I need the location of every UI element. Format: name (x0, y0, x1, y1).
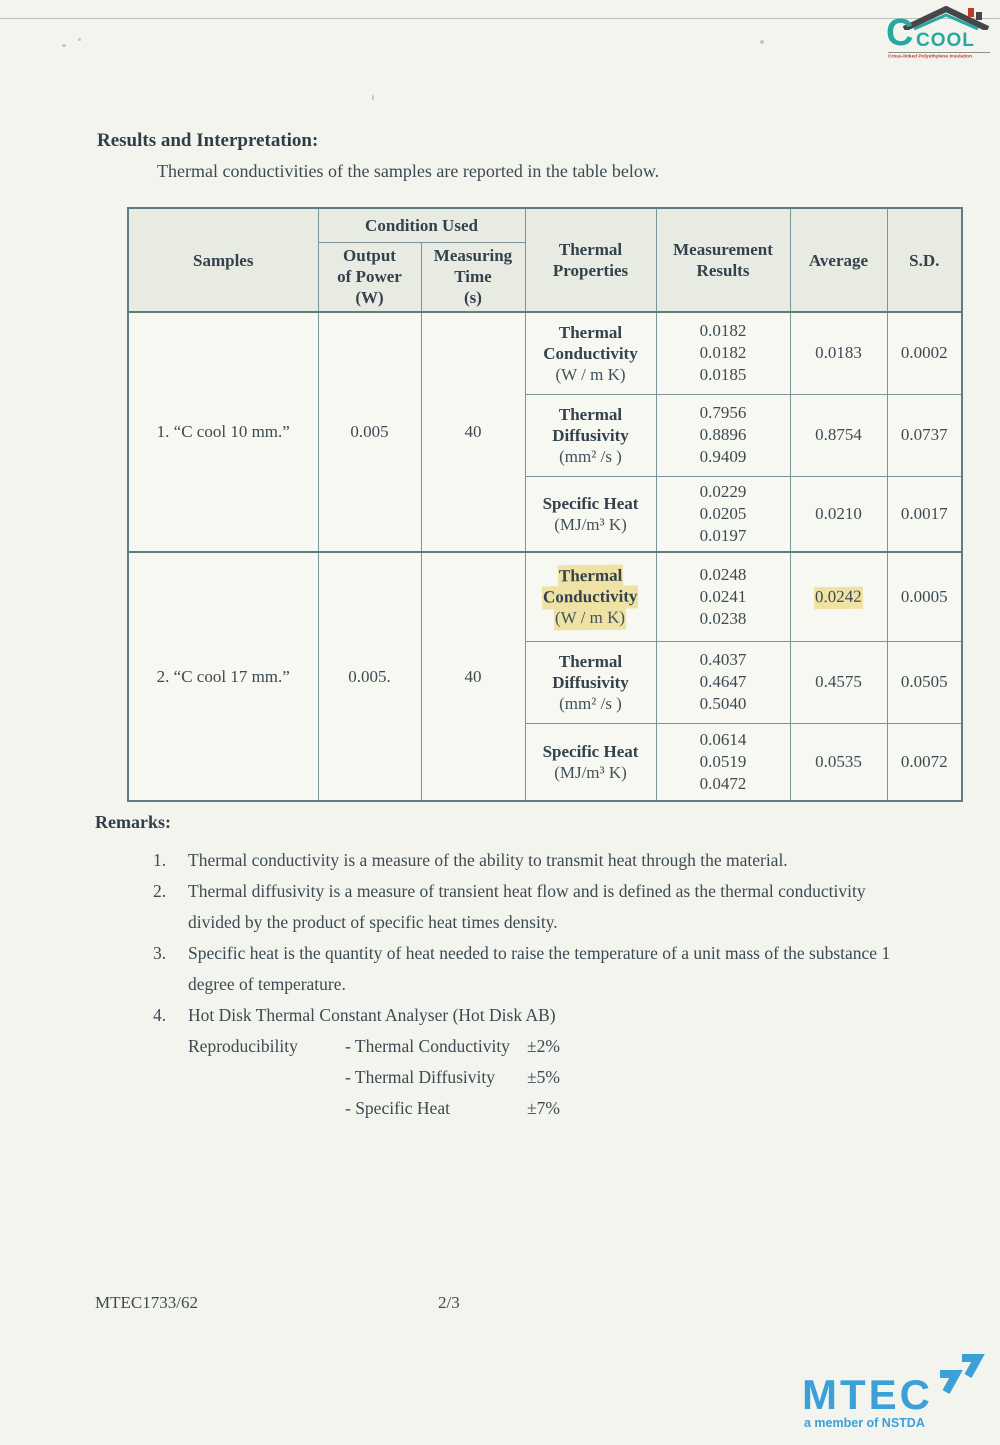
ccool-logo-cool: COOL (916, 30, 975, 51)
property-label: Specific Heat (MJ/m³ K) (525, 476, 656, 552)
remark-number: 4. (153, 1005, 167, 1025)
ccool-logo-c: C (886, 12, 914, 54)
reproducibility-value: ±5% (527, 1067, 560, 1087)
property-label: Thermal Conductivity (W / m K) (525, 312, 656, 394)
col-header-measuring-time: Measuring Time (s) (421, 242, 525, 312)
sd-value: 0.0505 (887, 641, 962, 723)
document-number: MTEC1733/62 (95, 1293, 198, 1312)
reproducibility-row (95, 1062, 985, 1093)
reproducibility-value: ±2% (527, 1036, 560, 1056)
reproducibility-name: - Specific Heat (345, 1098, 450, 1118)
table-row (128, 312, 962, 394)
reproducibility-row (95, 1093, 985, 1124)
sd-value: 0.0002 (887, 312, 962, 394)
remark-item (95, 1000, 985, 1031)
measurement-results: 0.0182 0.0182 0.0185 (656, 312, 790, 394)
measuring-time-value: 40 (421, 552, 525, 801)
measurement-results: 0.0614 0.0519 0.0472 (656, 723, 790, 801)
reproducibility-name: - Thermal Conductivity (345, 1036, 510, 1056)
remark-text: Specific heat is the quantity of heat needed to raise the temperature of a unit mass of the substance 1 degree of temperature. (188, 943, 891, 994)
ccool-logo-tagline: Cross-linked Polyethylene Insulation (888, 52, 990, 59)
mtec-logo (802, 1352, 992, 1432)
col-header-average: Average (790, 208, 887, 312)
scan-speck (372, 95, 374, 100)
remark-text: Thermal diffusivity is a measure of transient heat flow and is defined as the thermal conductivity divided by the product of specific heat times density. (188, 881, 866, 932)
average-value: 0.4575 (790, 641, 887, 723)
scan-speck (760, 40, 764, 44)
section-heading: Results and Interpretation: (97, 130, 319, 151)
header-row-top (128, 208, 962, 242)
measurement-results: 0.0248 0.0241 0.0238 (656, 552, 790, 641)
results-table (127, 207, 963, 802)
intro-sentence: Thermal conductivities of the samples are reported in the table below. (157, 161, 660, 181)
col-header-thermal-properties: Thermal Properties (525, 208, 656, 312)
results-table-wrapper (127, 207, 963, 802)
mtec-logo-text: MTEC (802, 1371, 933, 1418)
page-number: 2/3 (438, 1293, 460, 1312)
reproducibility-label: Reproducibility (188, 1036, 298, 1056)
remark-number: 2. (153, 881, 167, 901)
property-label: Specific Heat (MJ/m³ K) (525, 723, 656, 801)
measurement-results: 0.4037 0.4647 0.5040 (656, 641, 790, 723)
remark-text: Thermal conductivity is a measure of the ability to transmit heat through the material. (188, 850, 788, 870)
average-value-highlighted: 0.0242 (790, 552, 887, 641)
property-label-highlighted: Thermal Conductivity (W / m K) (525, 552, 656, 641)
remark-number: 3. (153, 943, 167, 963)
average-value: 0.0210 (790, 476, 887, 552)
reproducibility-row (95, 1031, 985, 1062)
sd-value: 0.0072 (887, 723, 962, 801)
sd-value: 0.0737 (887, 394, 962, 476)
measuring-time-value: 40 (421, 312, 525, 552)
remark-text: Hot Disk Thermal Constant Analyser (Hot Disk AB) (188, 1005, 556, 1025)
sample-name: 2. “C cool 17 mm.” (128, 552, 318, 801)
output-power-value: 0.005. (318, 552, 421, 801)
remark-number: 1. (153, 850, 167, 870)
remark-item (95, 938, 985, 1000)
average-value: 0.8754 (790, 394, 887, 476)
remark-item (95, 845, 985, 876)
col-header-samples: Samples (128, 208, 318, 312)
average-value: 0.0183 (790, 312, 887, 394)
property-label: Thermal Diffusivity (mm² /s ) (525, 394, 656, 476)
col-header-output-power: Output of Power (W) (318, 242, 421, 312)
sd-value: 0.0017 (887, 476, 962, 552)
scan-speck (62, 44, 66, 47)
output-power-value: 0.005 (318, 312, 421, 552)
col-header-condition-used: Condition Used (318, 208, 525, 242)
remarks-section (95, 812, 985, 1124)
scan-speck (78, 38, 81, 41)
measurement-results: 0.0229 0.0205 0.0197 (656, 476, 790, 552)
col-header-measurement-results: Measurement Results (656, 208, 790, 312)
reproducibility-value: ±7% (527, 1098, 560, 1118)
remark-item (95, 876, 985, 938)
ccool-logo (886, 6, 990, 58)
property-label: Thermal Diffusivity (mm² /s ) (525, 641, 656, 723)
average-value: 0.0535 (790, 723, 887, 801)
col-header-sd: S.D. (887, 208, 962, 312)
scan-artifact-line (0, 18, 1000, 19)
roof-icon (902, 6, 990, 30)
mtec-logo-tagline: a member of NSTDA (804, 1416, 925, 1430)
measurement-results: 0.7956 0.8896 0.9409 (656, 394, 790, 476)
reproducibility-name: - Thermal Diffusivity (345, 1067, 496, 1087)
sd-value: 0.0005 (887, 552, 962, 641)
mtec-chevron-icon (934, 1352, 986, 1394)
remarks-heading: Remarks: (95, 812, 171, 832)
table-row (128, 552, 962, 641)
sample-name: 1. “C cool 10 mm.” (128, 312, 318, 552)
